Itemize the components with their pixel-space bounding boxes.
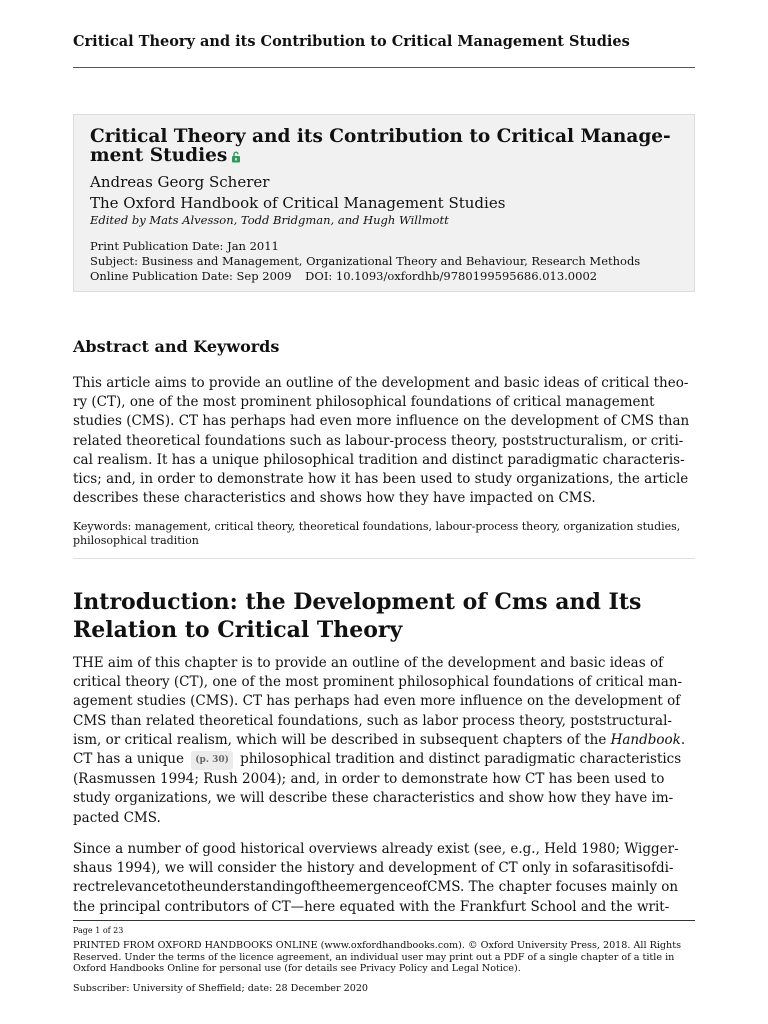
print-date-value: Jan 2011	[227, 239, 279, 253]
print-notice-line: PRINTED FROM OXFORD HANDBOOKS ONLINE (www.oxfordhandbooks.com). © Oxford University Press, 2018. All Rights	[73, 940, 681, 951]
body-line: THE aim of this chapter is to provide an outline of the development and basic ideas of	[73, 655, 664, 671]
body-paragraph-2	[73, 840, 695, 917]
body-paragraph-1	[73, 654, 695, 828]
article-title-line-2: ment Studies	[90, 145, 228, 166]
body-line: ism, or critical realism, which will be described in subsequent chapters of the	[73, 731, 611, 748]
doi-label: DOI:	[305, 269, 333, 283]
subject-row	[90, 254, 678, 269]
body-line: pacted CMS.	[73, 809, 161, 826]
article-metadata-box	[73, 114, 695, 292]
page-number: Page 1 of 23	[73, 926, 124, 935]
body-line: (Rasmussen 1994; Rush 2004); and, in order to demonstrate how CT has been used to	[73, 771, 665, 788]
keywords-line: Keywords: management, critical theory, theoretical foundations, labour-process theory, organization studies,	[73, 520, 681, 533]
abstract-paragraph	[73, 374, 695, 508]
section-heading-line-2: Relation to Critical Theory	[73, 617, 403, 643]
abstract-line: ry (CT), one of the most prominent philosophical foundations of critical management	[73, 394, 655, 411]
body-line: philosophical tradition and distinct paradigmatic characteristics	[240, 751, 682, 768]
online-date-label: Online Publication Date:	[90, 269, 233, 283]
body-line: critical theory (CT), one of the most prominent philosophical foundations of critical man-	[73, 674, 683, 691]
subject-label: Subject:	[90, 254, 138, 268]
abstract-line: describes these characteristics and shows how they have impacted on CMS.	[73, 490, 596, 507]
page-marker: (p. 30)	[191, 751, 233, 770]
editors-line: Edited by Mats Alvesson, Todd Bridgman, and Hugh Willmott	[90, 213, 449, 227]
article-title	[90, 127, 678, 167]
body-line: study organizations, we will describe these characteristics and show how they have im-	[73, 790, 674, 807]
keywords-line: philosophical tradition	[73, 534, 199, 547]
keywords	[73, 520, 695, 548]
abstract-line: tics; and, in order to demonstrate how it has been used to study organizations, the article	[73, 471, 689, 488]
section-heading-line-1: Introduction: the Development of Cms and Its	[73, 589, 642, 615]
abstract-line: cal realism. It has a unique philosophical tradition and distinct paradigmatic characteris-	[73, 451, 685, 468]
abstract-line: studies (CMS). CT has perhaps had even more influence on the development of CMS than	[73, 413, 690, 430]
running-head: Critical Theory and its Contribution to Critical Management Studies	[73, 33, 630, 50]
subscriber-info: Subscriber: University of Sheffield; date: 28 December 2020	[73, 983, 369, 994]
print-notice-line: Oxford Handbooks Online for personal use (for details see Privacy Policy and Legal Notice).	[73, 963, 521, 974]
abstract-heading: Abstract and Keywords	[73, 337, 280, 356]
print-notice-line: Reserved. Under the terms of the licence agreement, an individual user may print out a PDF of a single chapter of a title in	[73, 951, 675, 963]
body-line: CT has a unique	[73, 751, 184, 768]
body-line: shaus 1994), we will consider the history and development of CT only in sofarasitisofdi-	[73, 860, 674, 877]
online-date-value: Sep 2009	[236, 269, 292, 283]
doi-value[interactable]: 10.1093/oxfordhb/9780199595686.013.0002	[335, 269, 598, 283]
open-lock-icon	[231, 148, 241, 167]
footer-divider	[73, 920, 695, 921]
publication-info	[90, 239, 678, 284]
header-divider	[73, 67, 695, 68]
abstract-line: This article aims to provide an outline of the development and basic ideas of critical theo-	[73, 375, 689, 391]
keywords-divider	[73, 558, 695, 559]
print-notice	[73, 940, 695, 975]
body-line: agement studies (CMS). CT has perhaps had even more influence on the development of	[73, 693, 681, 710]
book-title: The Oxford Handbook of Critical Management Studies	[90, 194, 506, 212]
body-line: rectrelevancetotheunderstandingoftheemergenceofCMS. The chapter focuses mainly on	[73, 879, 679, 896]
section-heading	[73, 588, 695, 644]
print-date-row	[90, 239, 678, 254]
online-date-row	[90, 269, 678, 284]
author-name: Andreas Georg Scherer	[90, 173, 270, 191]
body-line: Since a number of good historical overviews already exist (see, e.g., Held 1980; Wigger-	[73, 841, 679, 857]
body-line: the principal contributors of CT—here equated with the Frankfurt School and the writ-	[73, 898, 670, 915]
handbook-italic: Handbook	[610, 731, 681, 748]
subject-value: Business and Management, Organizational Theory and Behaviour, Research Methods	[141, 254, 641, 268]
abstract-line: related theoretical foundations such as labour-process theory, poststructuralism, or criti-	[73, 432, 684, 449]
article-title-line-1: Critical Theory and its Contribution to Critical Manage-	[90, 126, 671, 147]
body-line-end: .	[680, 731, 686, 748]
body-line: CMS than related theoretical foundations, such as labor process theory, poststructural-	[73, 712, 672, 729]
print-date-label: Print Publication Date:	[90, 239, 224, 253]
